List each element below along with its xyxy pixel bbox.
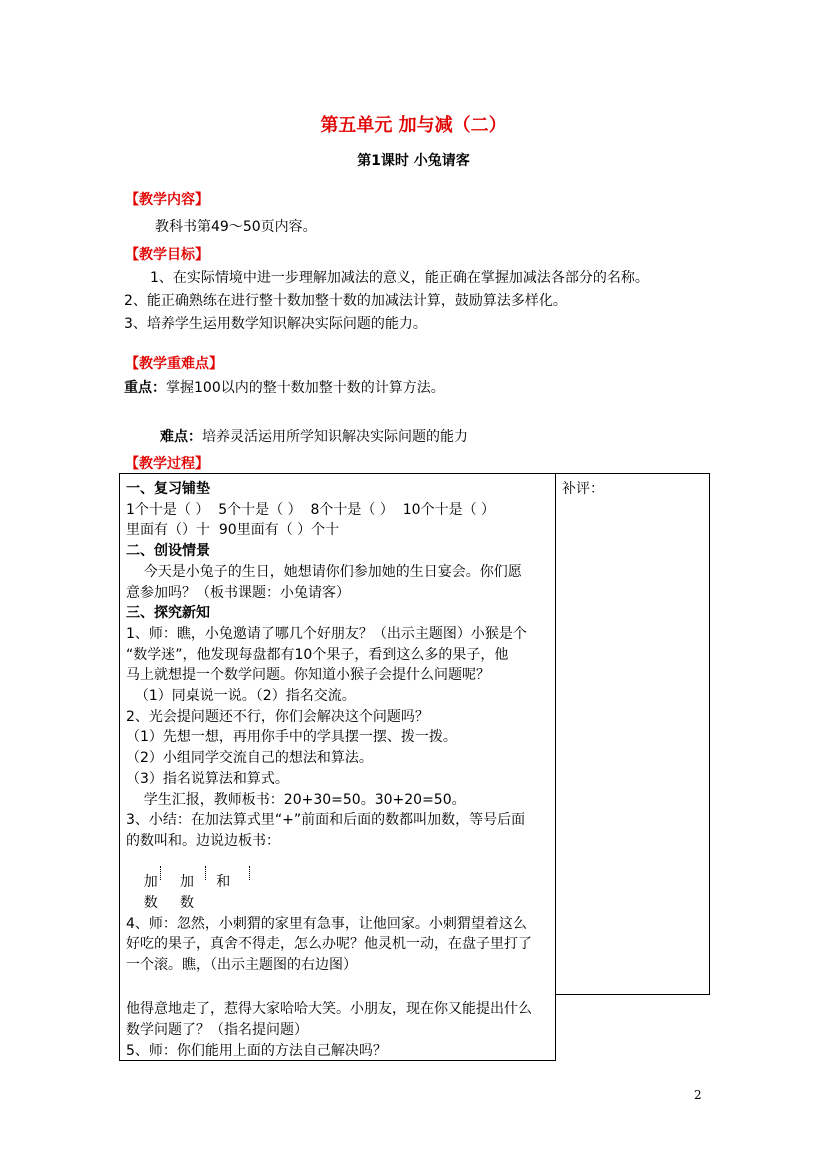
- table-divider: [555, 473, 556, 1061]
- hard-point-text: 培养灵活运用所学知识解决实际问题的能力: [202, 429, 468, 445]
- process-line: 数 数: [126, 895, 195, 911]
- table-comment-bottom: [555, 994, 710, 995]
- process-line: 1个十是（ ） 5个十是（ ） 8个十是（ ） 10个十是（ ）: [126, 501, 496, 518]
- section-heading-content: 【教学内容】: [125, 192, 209, 208]
- process-line: （1）同桌说一说。（2）指名交流。: [126, 688, 356, 704]
- process-line: （3）指名说算法和算式。: [126, 770, 289, 787]
- process-line: （1）先想一想，再用你手中的学具摆一摆、拨一拨。: [126, 729, 457, 746]
- page-number: 2: [694, 1088, 702, 1102]
- process-line: 加 加 和: [126, 874, 231, 891]
- process-heading: 二、创设情景: [126, 543, 210, 560]
- table-border-right: [709, 473, 710, 995]
- process-line: 一个滚。瞧，（出示主题图的右边图）: [126, 957, 357, 974]
- process-line: 好吃的果子，真舍不得走，怎么办呢？他灵机一动，在盘子里打了: [126, 936, 532, 953]
- goal-line-3: 3、培养学生运用数学知识解决实际问题的能力。: [124, 316, 427, 332]
- process-line: 意参加吗？（板书课题：小兔请客）: [126, 584, 350, 601]
- process-line: 的数叫和。边说边板书：: [126, 832, 280, 849]
- process-line: 数学问题了？（指名提问题）: [126, 1022, 308, 1038]
- process-line: 5、师：你们能用上面的方法自己解决吗？: [126, 1043, 387, 1059]
- table-border-top: [119, 473, 710, 474]
- process-line: “数学迷”，他发现每盘都有10个果子，看到这么多的果子，他: [126, 646, 509, 663]
- addend-marker-2: [205, 866, 206, 880]
- process-heading: 一、复习铺垫: [126, 481, 210, 497]
- key-point-label: 重点：: [124, 380, 166, 396]
- process-line: 学生汇报，教师板书：20+30=50。30+20=50。: [126, 791, 466, 808]
- addend-marker-1: [160, 866, 161, 880]
- process-heading: 三、探究新知: [126, 605, 210, 622]
- section-heading-goals: 【教学目标】: [125, 247, 209, 263]
- comment-label: 补评：: [562, 481, 604, 497]
- process-line: 4、师：忽然，小刺猬的家里有急事，让他回家。小刺猬望着这么: [126, 915, 527, 932]
- goal-line-2: 2、能正确熟练在进行整十数加整十数的加减法计算，鼓励算法多样化。: [124, 293, 567, 309]
- table-border-bottom: [119, 1060, 556, 1061]
- process-line: 他得意地走了，惹得大家哈哈大笑。小朋友，现在你又能提出什么: [126, 1001, 532, 1017]
- section-heading-process: 【教学过程】: [125, 456, 209, 472]
- process-line: 2、光会提问题还不行，你们会解决这个问题吗？: [126, 708, 429, 725]
- sum-marker: [249, 866, 250, 880]
- content-line: 教科书第49～50页内容。: [155, 219, 317, 235]
- process-line: 里面有（）十 90里面有（ ）个十: [126, 522, 340, 539]
- process-line: （2）小组同学交流自己的想法和算法。: [126, 750, 373, 767]
- table-border-left: [119, 473, 120, 1061]
- goal-line-1: 1、在实际情境中进一步理解加减法的意义，能正确在掌握加减法各部分的名称。: [150, 270, 649, 286]
- lesson-subtitle: 第1课时 小兔请客: [357, 153, 470, 169]
- section-heading-key: 【教学重难点】: [125, 356, 223, 372]
- hard-point-label: 难点：: [160, 429, 202, 445]
- key-point-text: 掌握100以内的整十数加整十数的计算方法。: [166, 380, 445, 396]
- page-title: 第五单元 加与减（二）: [320, 115, 507, 136]
- process-line: 今天是小兔子的生日，她想请你们参加她的生日宴会。你们愿: [126, 563, 522, 580]
- key-point: [124, 377, 445, 397]
- process-line: 1、师：瞧，小兔邀请了哪几个好朋友？（出示主题图）小猴是个: [126, 625, 527, 642]
- hard-point: [160, 426, 468, 446]
- process-line: 3、小结：在加法算式里“+”前面和后面的数都叫加数，等号后面: [126, 812, 526, 829]
- process-line: 马上就想提一个数学问题。你知道小猴子会提什么问题呢？: [126, 667, 490, 684]
